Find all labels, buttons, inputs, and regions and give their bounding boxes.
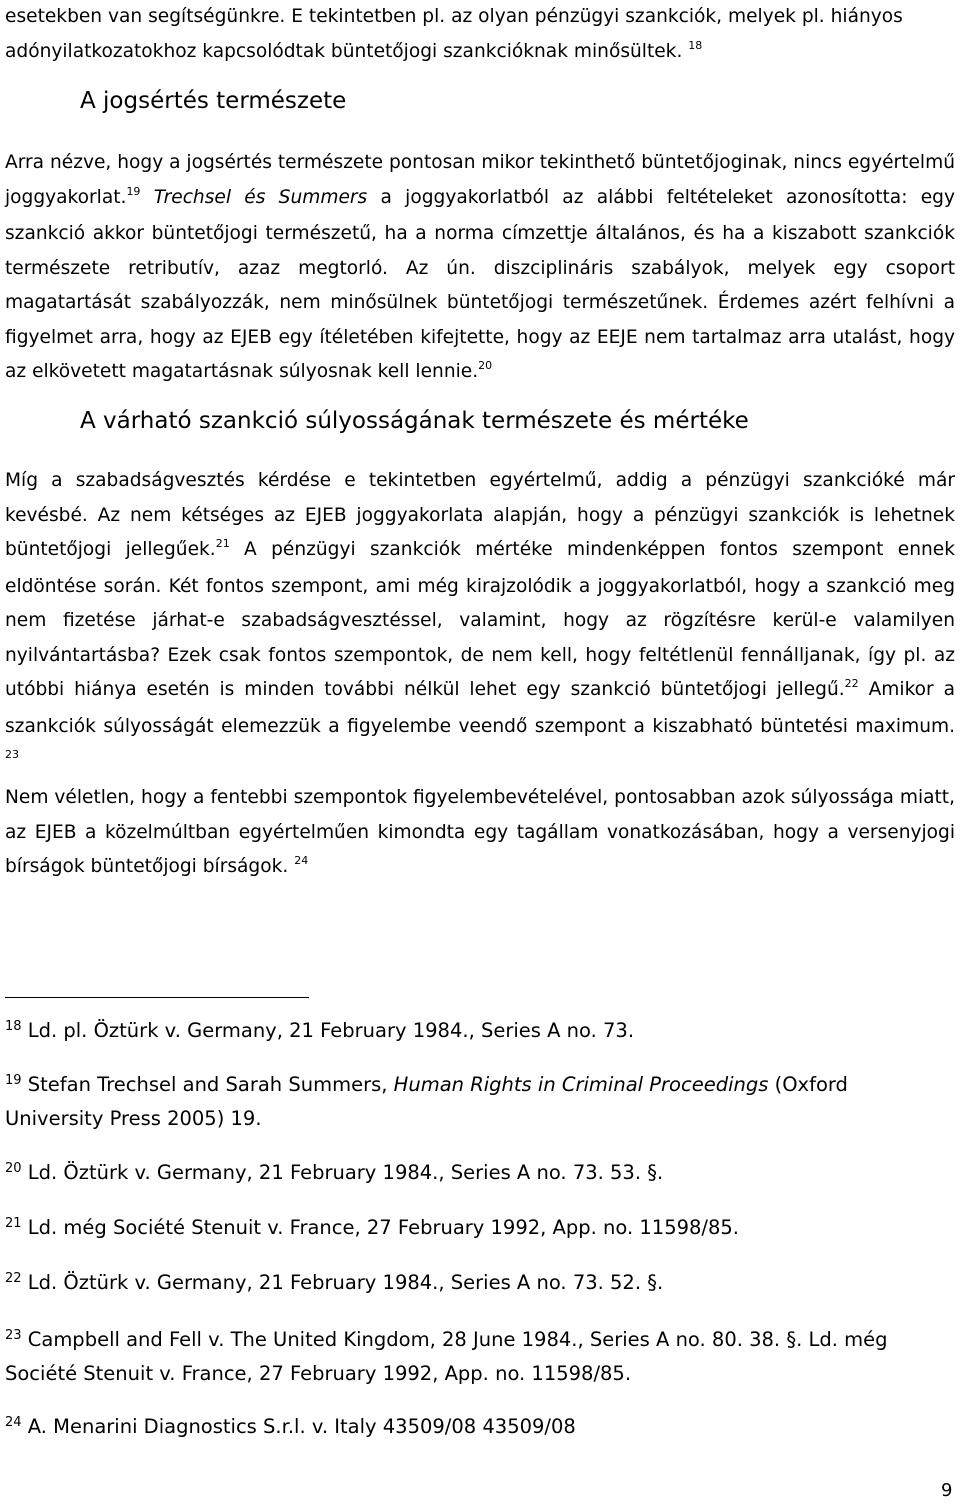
footnote-24: $^{24}$ A. Menarini Diagnostics S.r.l. v. Italy 43509/08 43509/08 — [5, 1415, 576, 1438]
page-number: 9 — [941, 1480, 953, 1501]
section2-paragraph-1 — [5, 464, 955, 781]
footnote-18: $^{18}$ Ld. pl. Öztürk v. Germany, 21 February 1984., Series A no. 73. — [5, 1019, 635, 1042]
footnote-ref-20[interactable]: 20 — [478, 359, 493, 372]
section1-text-1: Arra nézve, hogy a jogsértés természete pontosan mikor tekinthető büntetőjoginak, nincs egyértelmű joggyakorlat. — [5, 152, 955, 208]
section1-text-2: a joggyakorlatból az alábbi feltételeket azonosította: egy szankció akkor büntetőjogi természetű, ha a norma címzettje általános, és ha a kiszabott szankciók természete retributív, azaz megtorló. Az ún. diszciplináris szabályok, melyek egy csoport magatartását szabályozzák, nem minősülnek büntetőjogi természetűnek. Érdemes azért felhívni a figyelmet arra, hogy az EJEB egy ítéletében kifejtette, hogy az EEJE nem tartalmaz arra utalást, hogy az elkövetett magatartásnak súlyosnak kell lennie. — [5, 186, 955, 382]
footnote-ref-18[interactable]: 18 — [688, 38, 703, 52]
intro-paragraph — [5, 0, 955, 71]
section-heading-expected-sanction: A várható szankció súlyosságának természete és mértéke — [80, 408, 749, 434]
section1-paragraph — [5, 146, 955, 392]
section2-text-1: Míg a szabadságvesztés kérdése e tekintetben egyértelmű, addig a pénzügyi szankcióké már kevésbé. Az nem kétséges az EJEB joggyakorlata alapján, hogy a pénzügyi szankciók is lehetnek büntetőjogi jellegűek. — [5, 470, 955, 560]
footnote-ref-22[interactable]: 22 — [844, 677, 859, 690]
footnote-21: $^{21}$ Ld. még Société Stenuit v. France, 27 February 1992, App. no. 11598/85. — [5, 1216, 739, 1239]
section2-text-4: Nem véletlen, hogy a fentebbi szempontok figyelembevételével, pontosabban azok súlyossága miatt, az EJEB a közelmúltban egyértelműen kimondta egy tagállam vonatkozásában, hogy a versenyjogi bírságok büntetőjogi bírságok. — [5, 787, 955, 877]
section2-paragraph-2 — [5, 781, 955, 887]
footnote-19: $^{19}$ Stefan Trechsel and Sarah Summers, Human Rights in Criminal Proceedings (Oxford University Press 2005) 19. — [5, 1073, 848, 1130]
footnote-ref-19[interactable]: 19 — [126, 184, 141, 198]
footnote-22: $^{22}$ Ld. Öztürk v. Germany, 21 February 1984., Series A no. 73. 52. §. — [5, 1271, 664, 1294]
intro-line-1: esetekben van segítségünkre. E tekintetben pl. az olyan pénzügyi szankciók, melyek pl. hiányos — [5, 6, 903, 27]
section2-text-3: Amikor a szankciók súlyosságát elemezzük a figyelembe veendő szempont a kiszabható büntetési maximum. — [5, 679, 955, 737]
section-heading-nature-of-offence: A jogsértés természete — [80, 88, 347, 114]
section2-text-2: A pénzügyi szankciók mértéke mindenképpen fontos szempont ennek eldöntése során. Két fontos szempont, ami még kirajzolódik a joggyakorlatból, hogy a szankció meg nem fizetése járhat-e szabadságvesztéssel, valamint, hogy az rögzítésre kerül-e valamilyen nyilvántartásba? Ezek csak fontos szempontok, de nem kell, hogy feltétlenül fennálljanak, így pl. az utóbbi hiánya esetén is minden további nélkül lehet egy szankció büntetőjogi jellegű. — [5, 539, 956, 700]
footnote-ref-23[interactable]: 23 — [5, 748, 19, 761]
footnote-ref-21[interactable]: 21 — [215, 537, 230, 550]
intro-line-2: adónyilatkozatokhoz kapcsolódtak büntetőjogi szankcióknak minősültek. — [5, 40, 683, 62]
footnote-separator — [5, 997, 309, 998]
footnote-20: $^{20}$ Ld. Öztürk v. Germany, 21 February 1984., Series A no. 73. 53. §. — [5, 1161, 664, 1184]
section1-authors: Trechsel és Summers — [153, 186, 368, 208]
footnote-23: $^{23}$ Campbell and Fell v. The United Kingdom, 28 June 1984., Series A no. 80. 38. §. Ld. még Société Stenuit v. France, 27 February 1992, App. no. 11598/85. — [5, 1328, 888, 1385]
footnote-ref-24[interactable]: 24 — [294, 854, 309, 867]
